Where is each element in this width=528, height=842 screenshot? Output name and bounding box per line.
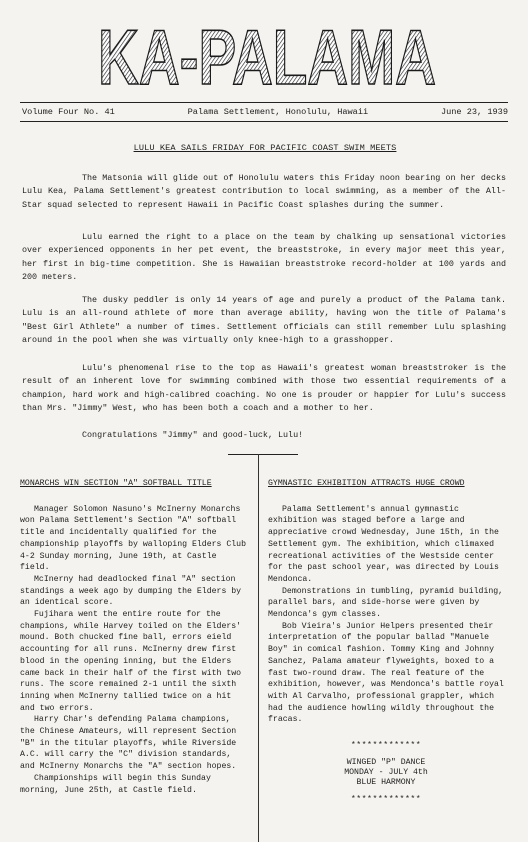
lead-text: The dusky peddler is only 14 years of age and purely a product of the Palama tank. Lulu is an all-round athlete of more than average ability, having won the title of Palama's "Best Girl Athlete" a number of times. Settlement officials can still remember Lulu splashing around in the pool when she was virtually only knee-high to a grasshopper. bbox=[22, 295, 506, 346]
stars-divider-top: ************* bbox=[350, 741, 422, 751]
softball-headline: MONARCHS WIN SECTION "A" SOFTBALL TITLE bbox=[20, 479, 212, 488]
article-paragraph: Championships will begin this Sunday morning, June 25th, at Castle field. bbox=[20, 773, 211, 795]
lead-text: Lulu's phenomenal rise to the top as Hawaii's greatest woman breaststroker is the result of an inherent love for swimming combined with those two essential requirements of a champion, hard work and high-calibred coaching. No one is prouder or happier for Lulu's success than Mrs. "Jimmy" West, who has been both a coach and a mother to her. bbox=[22, 363, 506, 414]
softball-article bbox=[20, 478, 248, 796]
masthead-title: KA-PALAMA bbox=[98, 13, 436, 101]
stars-divider-bottom: ************* bbox=[350, 794, 422, 804]
lead-closing: Congratulations "Jimmy" and good-luck, Lulu! bbox=[82, 430, 304, 440]
lead-text: The Matsonia will glide out of Honolulu waters this Friday noon bearing on her decks Lulu Kea, Palama Settlement's greatest contribution to local swimming, as a member of the All-Star squad selected to represent Hawaii in Pacific Coast splashes during the summer. bbox=[22, 173, 506, 210]
lead-paragraph-3 bbox=[22, 294, 506, 348]
issue-date: June 23, 1939 bbox=[440, 107, 508, 117]
article-paragraph: Demonstrations in tumbling, pyramid building, parallel bars, and side-horse were given by Mendonca's gym classes. bbox=[268, 586, 504, 620]
article-paragraph: Fujihara went the entire route for the champions, while Harvey toiled on the Elders' mound. Both chucked fine ball, errors eield accounting for all runs. McInerny drew first blood in the opening inning, but the Elders came back in their half of the first with two runs. The score remained 2-1 until the sixth inning when McInerny tallied twice on a hit and two errors. bbox=[20, 610, 242, 713]
lead-paragraph-4 bbox=[22, 362, 506, 416]
section-divider bbox=[228, 454, 298, 455]
masthead-rule-top bbox=[20, 102, 508, 103]
dance-notice bbox=[268, 758, 504, 788]
masthead bbox=[95, 13, 440, 101]
article-paragraph: Palama Settlement's annual gymnastic exhibition was staged before a large and appreciative crowd Wednesday, June 15th, in the Settlement gym. The exhibition, which climaxed recreational activities of the Westside center for the past school year, was directed by Louis Mendonca. bbox=[268, 504, 499, 584]
masthead-rule-bottom bbox=[20, 121, 508, 122]
lead-paragraph-2 bbox=[22, 231, 506, 285]
lead-headline: LULU KEA SAILS FRIDAY FOR PACIFIC COAST SWIM MEETS bbox=[133, 143, 397, 153]
issue-info-bar bbox=[22, 107, 508, 119]
column-rule bbox=[258, 454, 259, 842]
lead-text: Lulu earned the right to a place on the team by chalking up sensational victories over experienced opponents in her pet event, the breaststroke, in every major meet this year, her first in big-time competition. She is Hawaiian breaststroke record-holder at 100 yards and 200 meters. bbox=[22, 232, 506, 283]
dance-band: BLUE HARMONY bbox=[356, 777, 416, 787]
lead-paragraph-1 bbox=[22, 172, 506, 212]
article-paragraph: Bob Vieira's Junior Helpers presented their interpretation of the popular ballad "Manuele Boy" in comical fashion. Tommy King and Johnny Sanchez, Palama amateur flyweights, boxed to a fast two-round draw. The real feature of the exhibition, however, was Mendonca's battle royal with Al Carvalho, professional grappler, which had the audience howling wildly throughout the fracas. bbox=[268, 621, 504, 725]
article-paragraph: Manager Solomon Nasuno's McInerny Monarchs won Palama Settlement's Section "A" softball title and incidentally qualified for the championship playoffs by walloping Elders Club 4-2 Sunday morning, June 19th, at Castle field. bbox=[20, 504, 247, 573]
dance-title: WINGED "P" DANCE bbox=[346, 757, 426, 767]
gymnastic-article bbox=[268, 478, 504, 805]
publication-place: Palama Settlement, Honolulu, Hawaii bbox=[187, 107, 369, 117]
volume-number: Volume Four No. 41 bbox=[22, 107, 115, 117]
masthead-logo bbox=[95, 13, 440, 101]
gymnastic-headline: GYMNASTIC EXHIBITION ATTRACTS HUGE CROWD bbox=[268, 479, 465, 488]
article-paragraph: Harry Char's defending Palama champions, the Chinese Amateurs, will represent Section "B" in the titular playoffs, while Riverside A.C. will carry the "C" division standards, and McInerny Monarchs the "A" section hopes. bbox=[20, 715, 237, 772]
dance-date: MONDAY - JULY 4th bbox=[344, 767, 428, 777]
article-paragraph: McInerny had deadlocked final "A" section standings a week ago by dumping the Elders by an identical score. bbox=[20, 574, 242, 608]
